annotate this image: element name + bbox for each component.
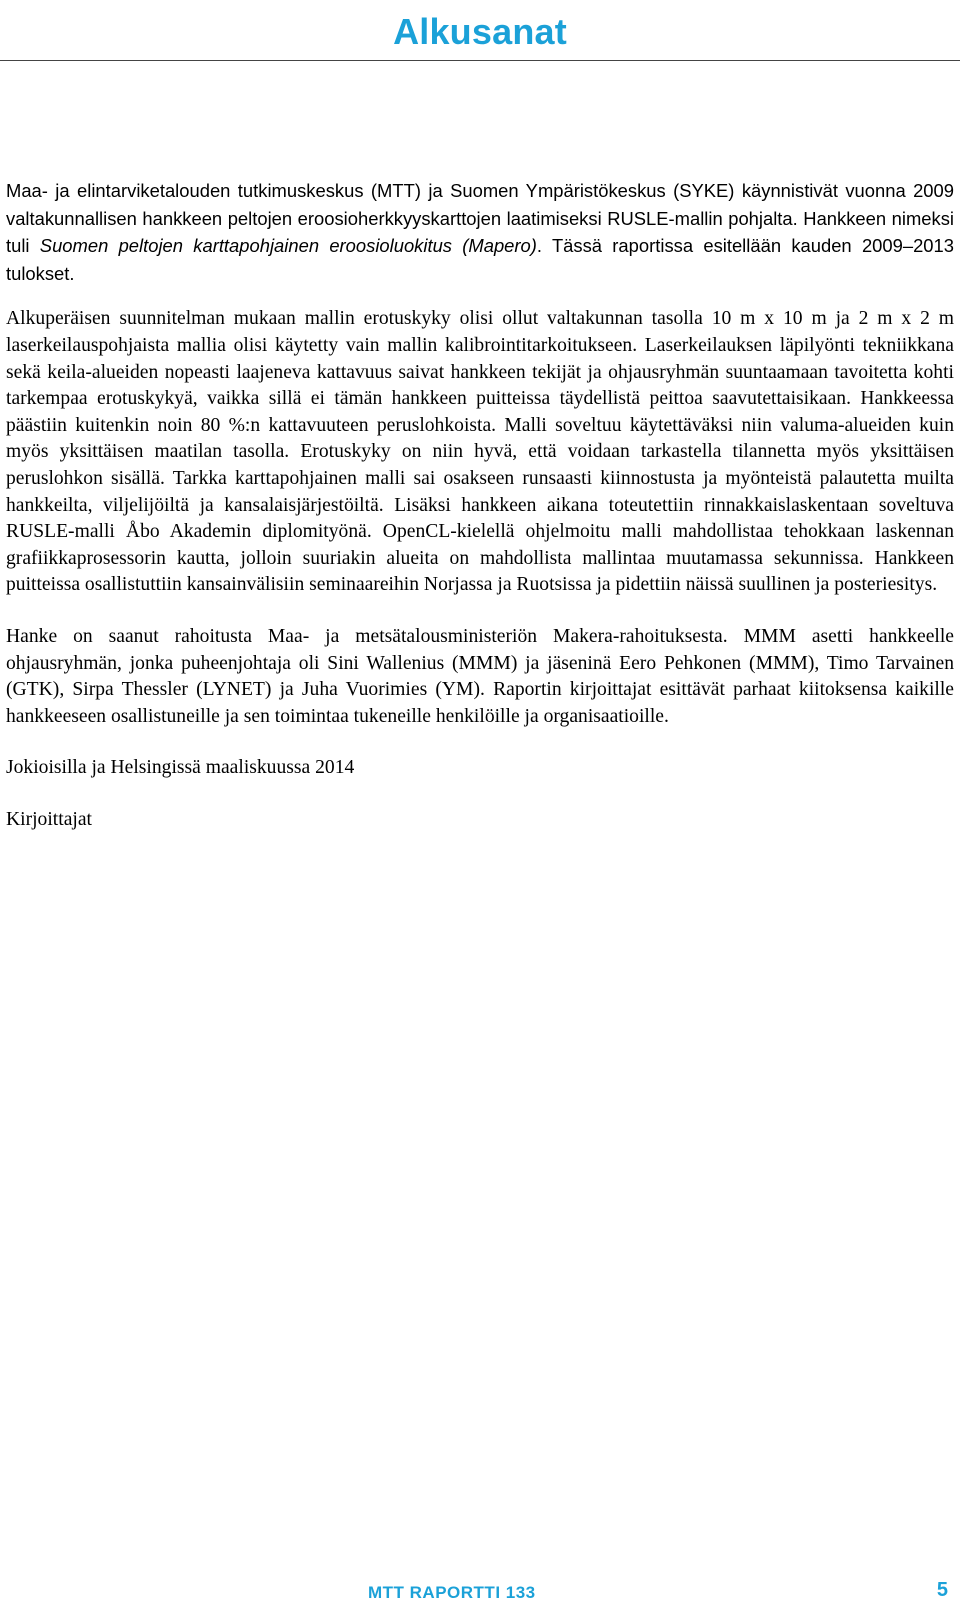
paragraph-intro-text: Maa- ja elintarviketalouden tutkimuskeskus (MTT) ja Suomen Ympäristökeskus (SYKE) käynnistivät vuonna 2009 valtakunnallisen hankkeen peltojen eroosioherkkyyskarttojen laatimiseksi RUSLE-mallin pohjalta. Hankkeen nimeksi tuli (6, 180, 954, 257)
project-name: Suomen peltojen karttapohjainen eroosioluokitus (Mapero) (39, 235, 537, 257)
paragraph-intro (6, 178, 954, 288)
paragraph-intro-end: . Tässä raportissa esitellään kauden 2009–2013 tulokset. (6, 235, 954, 284)
publication-name: MTT RAPORTTI 133 (368, 1583, 536, 1602)
page-title: Alkusanat (393, 11, 567, 52)
document-body (6, 178, 954, 858)
paragraph-background: Alkuperäisen suunnitelman mukaan mallin erotuskyky olisi ollut valtakunnan tasolla 10 m x 10 m ja 2 m x 2 m laserkeilauspohjaista mallia olisi käytetty vain mallin kalibrointitarkoitukseen. Laserkeilauksen läpilyönti tekniikkana sekä keila-alueiden nopeasti laajeneva kattavuus saivat hankkeen tekijät ja ohjausryhmän suuntaamaan tavoitetta kohti tarkempaa erotuskykyä, vaikka sillä ei tämän hankkeen puitteissa täydellistä peittoa saavutettaisikaan. Hankkeessa päästiin kuitenkin noin 80 %:n kattavuuteen peruslohkoista. Malli soveltuu käytettäväksi niin valuma-alueiden kuin myös yksittäisen maatilan tasolla. Erotuskyky on niin hyvä, että voidaan tarkastella tilannetta myös yksittäisen peruslohkon sisällä. Tarkka karttapohjainen malli sai osakseen runsaasti kiinnostusta ja myönteistä palautetta muilta hankkeilta, viljelijöiltä ja kansalaisjärjestöiltä. Lisäksi hankkeen aikana toteutettiin rinnakkaislaskentaan soveltuva RUSLE-malli Åbo Akademin diplomityönä. OpenCL-kielellä ohjelmoitu malli mahdollistaa tehokkaan laskennan grafiikkaprosessorin kautta, jolloin suuriakin alueita on mahdollista mallintaa muutamassa sekunnissa. Hankkeen puitteissa osallistuttiin kansainvälisiin seminaareihin Norjassa ja Ruotsissa ja pidettiin näissä suullinen ja posteriesitys. (6, 308, 954, 596)
place-date-line: Jokioisilla ja Helsingissä maaliskuussa 2014 (6, 757, 355, 779)
page-header (0, 0, 960, 62)
paragraph-funding: Hanke on saanut rahoitusta Maa- ja metsätalousministeriön Makera-rahoituksesta. MMM asetti hankkeelle ohjausryhmän, jonka puheenjohtaja oli Sini Wallenius (MMM) ja jäseninä Eero Pehkonen (MMM), Timo Tarvainen (GTK), Sirpa Thessler (LYNET) ja Juha Vuorimies (YM). Raportin kirjoittajat esittävät parhaat kiitoksensa kaikille hankkeeseen osallistuneille ja sen toimintaa tukeneille henkilöille ja organisaatioille. (6, 625, 954, 727)
page-number: 5 (936, 1579, 948, 1601)
signature-line: Kirjoittajat (6, 808, 92, 830)
title-divider (0, 60, 960, 61)
